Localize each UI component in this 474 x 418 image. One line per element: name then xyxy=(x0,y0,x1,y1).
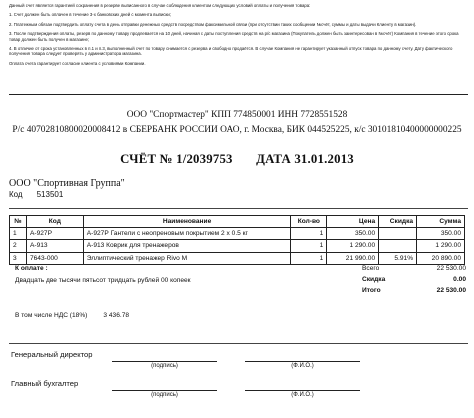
cell-discount xyxy=(379,240,417,252)
terms-item-4: 4. В отличие от срока установленных в п.1 и п.3, выполненный счет по товару снимается с резерва и свободно продаётся. В случае Компания не гарантирует указанный отпуск товара по данному счету. Дату фактического получения товара следует проверять у администратора магазина. xyxy=(9,46,453,57)
cell-code: 7643-000 xyxy=(26,252,83,264)
discount-value: 0.00 xyxy=(453,276,466,283)
director-signature-line xyxy=(112,361,217,362)
table-top-divider xyxy=(9,208,468,209)
cell-name: Эллиптический тренажер Rivo M xyxy=(83,252,291,264)
cell-price: 350.00 xyxy=(327,228,379,240)
invoice-date: ДАТА 31.01.2013 xyxy=(256,152,354,166)
col-header-sum: Сумма xyxy=(417,216,465,228)
cell-discount xyxy=(379,228,417,240)
vat-value: 3 436.78 xyxy=(103,312,130,319)
cell-name: А-927Р Гантели с неопреновым покрытием 2 х 0.5 кг xyxy=(83,228,291,240)
cell-qty: 1 xyxy=(291,228,327,240)
items-table xyxy=(9,215,465,265)
terms-item-1: 1. Счет должен быть оплачен в течение 3-х банковских дней с момента выписки; xyxy=(9,12,172,18)
total-row xyxy=(362,263,466,274)
table-header-row xyxy=(10,216,465,228)
top-divider xyxy=(9,94,468,95)
col-header-name: Наименование xyxy=(83,216,291,228)
director-name-line xyxy=(245,361,360,362)
cell-sum: 350.00 xyxy=(417,228,465,240)
vat-label: В том числе НДС (18%) xyxy=(15,312,88,319)
buyer-code-label: Код xyxy=(9,190,23,199)
director-name-hint: (Ф.И.О.) xyxy=(291,363,314,369)
cell-price: 21 990.00 xyxy=(327,252,379,264)
totals-block xyxy=(362,263,466,296)
cell-sum: 1 290.00 xyxy=(417,240,465,252)
cell-num: 3 xyxy=(10,252,27,264)
seller-line-2: Р/с 40702810800020008412 в СБЕРБАНК РОССИИ ОАО, г. Москва, БИК 044525225, к/с 30101810400000000225 xyxy=(12,125,462,135)
accountant-signature-hint: (подпись) xyxy=(151,392,178,398)
cell-discount: 5.91% xyxy=(379,252,417,264)
director-title: Генеральный директор xyxy=(11,350,93,359)
invoice-number: СЧЁТ № 1/2039753 xyxy=(120,152,233,166)
invoice-title xyxy=(0,152,474,167)
col-header-discount: Скидка xyxy=(379,216,417,228)
discount-label: Скидка xyxy=(362,276,386,283)
cell-qty: 1 xyxy=(291,240,327,252)
cell-name: А-913 Коврик для тренажеров xyxy=(83,240,291,252)
accountant-signature-line xyxy=(112,390,217,391)
col-header-qty: Кол-во xyxy=(291,216,327,228)
cell-num: 1 xyxy=(10,228,27,240)
table-row xyxy=(10,228,465,240)
col-header-code: Код xyxy=(26,216,83,228)
terms-item-2: 2. Платежным обязан подтвердить оплату счета в день отправки денежных средств посредством факсимильной связи (при отсутствии таких сообщении №счёт, суммы и даты выдачи Клиенту в магазин). xyxy=(9,21,417,27)
seller-line-1: ООО "Спортмастер" КПП 774850001 ИНН 7728551528 xyxy=(126,110,348,120)
buyer-code-value: 513501 xyxy=(36,190,64,199)
cell-code: А-927Р xyxy=(26,228,83,240)
terms-footer: Оплата счета гарантирует согласие клиента с условиями Компании. xyxy=(9,60,146,66)
vat-line xyxy=(15,312,129,319)
col-header-price: Цена xyxy=(327,216,379,228)
buyer-code xyxy=(9,190,77,199)
terms-intro: Данный счет является гарантией сохранения в резерве выписанного в случае соблюдения клиентом следующих условий оплаты и получения товара: xyxy=(9,3,311,8)
signatures-divider xyxy=(9,343,468,344)
accountant-title: Главный бухгалтер xyxy=(11,379,79,388)
total-label: Всего xyxy=(362,265,380,272)
accountant-name-hint: (Ф.И.О.) xyxy=(291,392,314,398)
grand-total-label: Итого xyxy=(362,287,381,294)
total-value: 22 530.00 xyxy=(436,265,466,272)
terms-item-3: 3. После подтверждения оплаты, резерв по данному товару продлевается на 10 дней, начиная с даты поступления средств на р/с магазина (Покупатель должен быть заинтересован в №счёт) Компания в течение этого срока товар должен быть получен в магазине; xyxy=(9,31,459,42)
amount-in-words: Двадцать две тысячи пятьсот тридцать рублей 00 копеек xyxy=(15,277,191,284)
cell-price: 1 290.00 xyxy=(327,240,379,252)
table-row xyxy=(10,240,465,252)
cell-sum: 20 890.00 xyxy=(417,252,465,264)
buyer-name: ООО "Спортивная Группа" xyxy=(9,178,125,189)
cell-code: А-913 xyxy=(26,240,83,252)
cell-num: 2 xyxy=(10,240,27,252)
discount-row xyxy=(362,274,466,285)
grand-total-row xyxy=(362,285,466,296)
terms-block xyxy=(9,3,467,66)
col-header-num: № xyxy=(10,216,27,228)
cell-qty: 1 xyxy=(291,252,327,264)
grand-total-value: 22 530.00 xyxy=(436,287,466,294)
accountant-name-line xyxy=(245,390,360,391)
director-signature-hint: (подпись) xyxy=(151,363,178,369)
to-pay-label: К оплате : xyxy=(15,265,48,272)
